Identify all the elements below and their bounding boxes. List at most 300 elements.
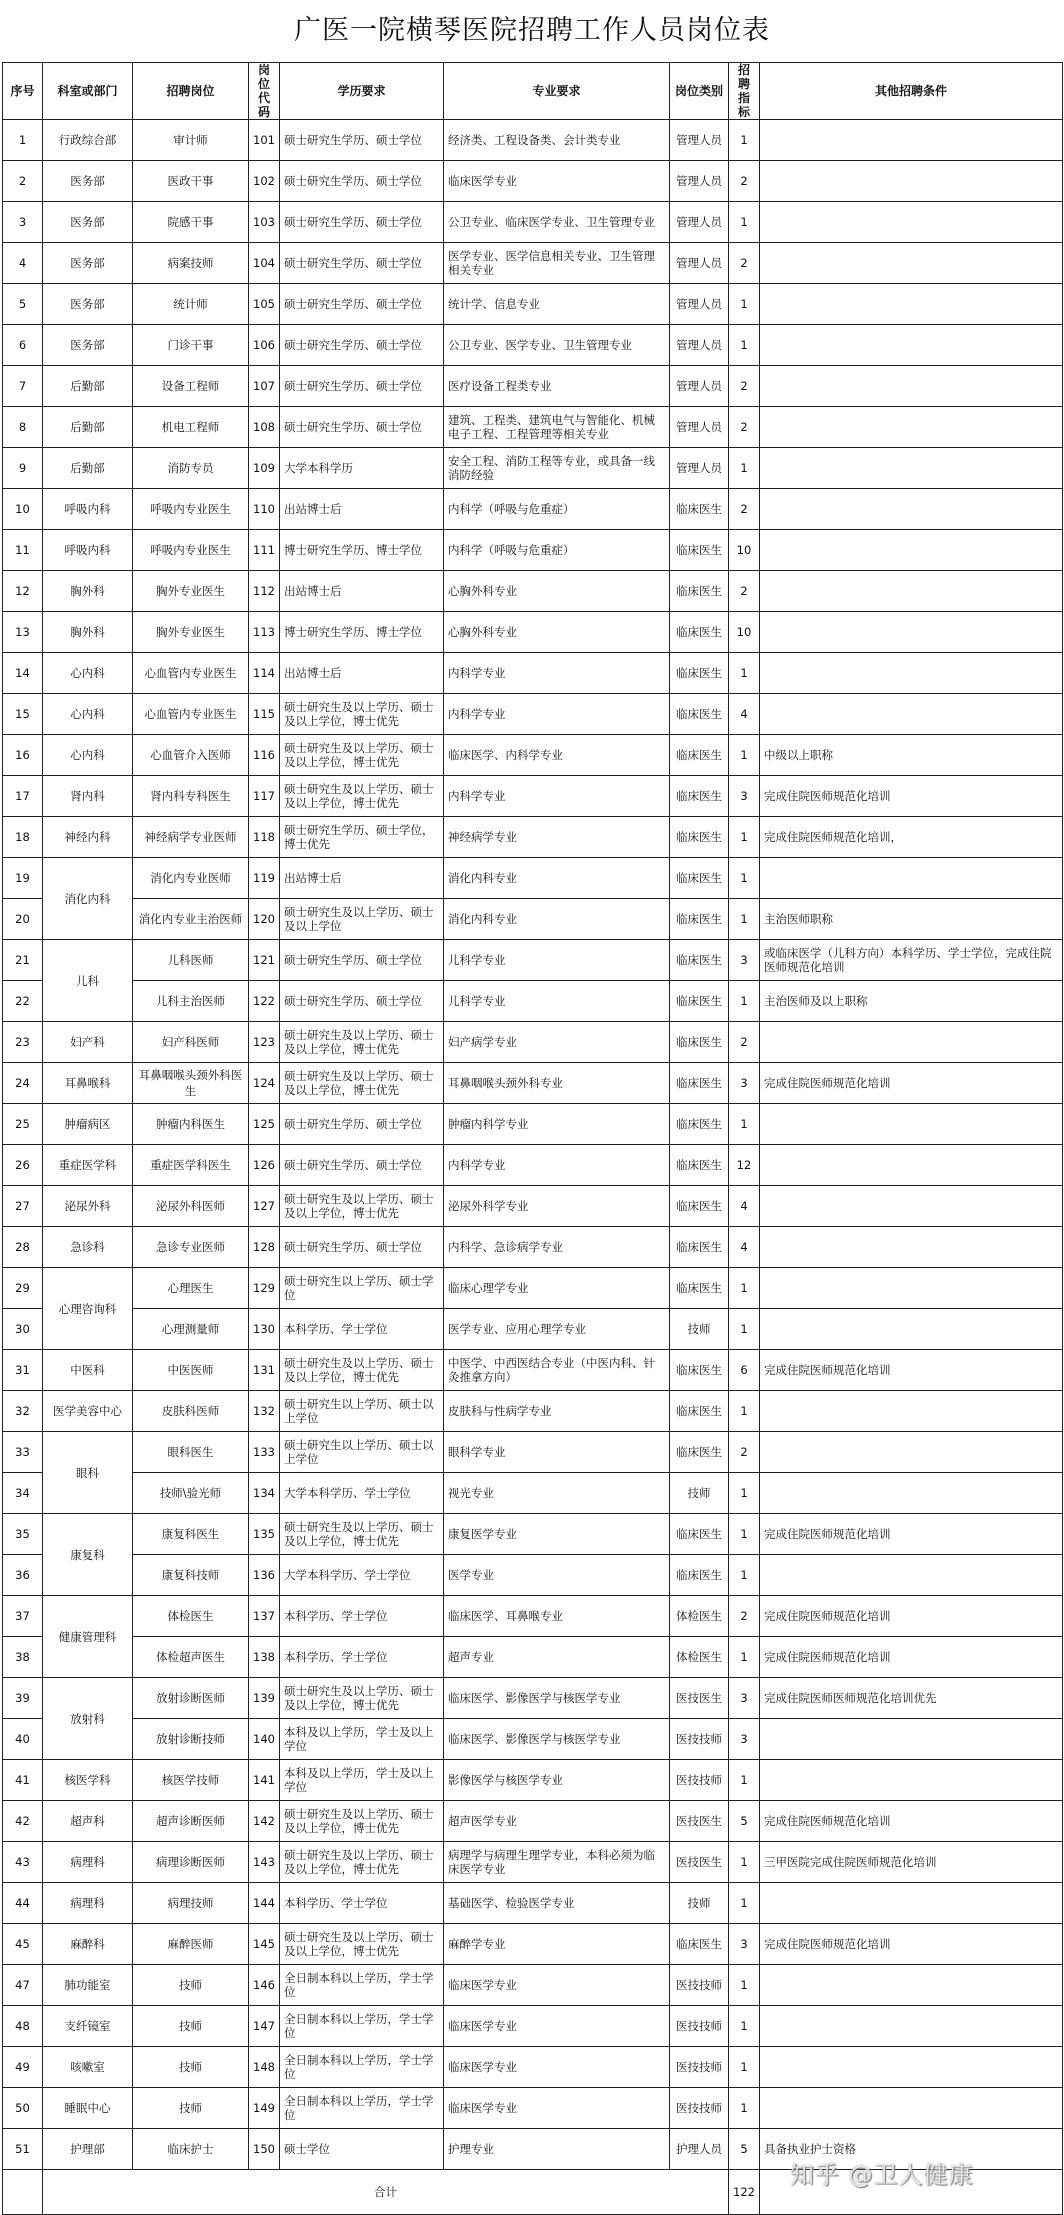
major-requirement-cell: 医学专业 [444,1555,670,1596]
other-requirements-cell: 完成住院医师规范化培训 [760,1924,1063,1965]
major-requirement-cell: 儿科学专业 [444,940,670,981]
education-requirement-cell: 硕士研究生及以上学历、硕士及以上学位，博士优先 [280,1063,444,1104]
education-requirement-cell: 硕士研究生学历、硕士学位 [280,202,444,243]
table-row [3,653,1063,694]
position-code-cell: 128 [249,1227,280,1268]
headcount-cell: 4 [729,694,760,735]
other-requirements-cell [760,530,1063,571]
table-row [3,776,1063,817]
row-number-cell: 26 [3,1145,43,1186]
headcount-cell: 3 [729,940,760,981]
department-cell: 行政综合部 [43,120,133,161]
other-requirements-cell [760,1186,1063,1227]
major-requirement-cell: 统计学、信息专业 [444,284,670,325]
headcount-cell: 5 [729,2129,760,2170]
table-row [3,1268,1063,1309]
row-number-cell: 31 [3,1350,43,1391]
department-cell: 医务部 [43,243,133,284]
row-number-cell: 37 [3,1596,43,1637]
position-code-cell: 111 [249,530,280,571]
position-cell: 神经病学专业医师 [133,817,249,858]
table-row [3,2047,1063,2088]
position-category-cell: 临床医生 [670,1022,729,1063]
other-requirements-cell: 完成住院医师规范化培训 [760,1801,1063,1842]
education-requirement-cell: 硕士研究生及以上学历、硕士及以上学位，博士优先 [280,694,444,735]
headcount-cell: 2 [729,1432,760,1473]
position-cell: 重症医学科医生 [133,1145,249,1186]
position-category-cell: 临床医生 [670,1555,729,1596]
position-cell: 急诊专业医师 [133,1227,249,1268]
major-requirement-cell: 护理专业 [444,2129,670,2170]
department-cell: 医务部 [43,161,133,202]
department-cell: 呼吸内科 [43,530,133,571]
table-row [3,530,1063,571]
other-requirements-cell [760,858,1063,899]
education-requirement-cell: 本科学历、学士学位 [280,1883,444,1924]
position-cell: 心理医生 [133,1268,249,1309]
other-requirements-cell [760,2006,1063,2047]
table-row [3,1309,1063,1350]
table-row [3,1145,1063,1186]
position-code-cell: 120 [249,899,280,940]
position-cell: 病理诊断医师 [133,1842,249,1883]
row-number-cell: 2 [3,161,43,202]
headcount-cell: 2 [729,489,760,530]
recruitment-table [2,62,1063,2215]
headcount-cell: 6 [729,1350,760,1391]
education-requirement-cell: 硕士研究生学历、硕士学位 [280,1104,444,1145]
other-requirements-cell [760,1965,1063,2006]
headcount-cell: 5 [729,1801,760,1842]
education-requirement-cell: 硕士研究生及以上学历、硕士及以上学位，博士优先 [280,1801,444,1842]
major-requirement-cell: 康复医学专业 [444,1514,670,1555]
education-requirement-cell: 硕士研究生及以上学历、硕士及以上学位，博士优先 [280,735,444,776]
major-requirement-cell: 临床医学、影像医学与核医学专业 [444,1719,670,1760]
position-cell: 放射诊断医师 [133,1678,249,1719]
table-row [3,325,1063,366]
position-code-cell: 115 [249,694,280,735]
row-number-cell: 40 [3,1719,43,1760]
headcount-cell: 2 [729,571,760,612]
position-category-cell: 技师 [670,1883,729,1924]
major-requirement-cell: 临床医学、影像医学与核医学专业 [444,1678,670,1719]
position-cell: 超声诊断医师 [133,1801,249,1842]
position-code-cell: 133 [249,1432,280,1473]
position-category-cell: 临床医生 [670,1145,729,1186]
department-cell: 心内科 [43,735,133,776]
major-requirement-cell: 泌尿外科学专业 [444,1186,670,1227]
position-category-cell: 临床医生 [670,899,729,940]
table-row [3,284,1063,325]
major-requirement-cell: 超声专业 [444,1637,670,1678]
table-row [3,1350,1063,1391]
headcount-cell: 1 [729,2088,760,2129]
row-number-cell: 38 [3,1637,43,1678]
position-cell: 技师 [133,2088,249,2129]
major-requirement-cell: 超声医学专业 [444,1801,670,1842]
table-row [3,612,1063,653]
row-number-cell: 42 [3,1801,43,1842]
merged-department-cell: 儿科 [43,940,133,1022]
merged-department-cell: 眼科 [43,1432,133,1514]
major-requirement-cell: 临床医学专业 [444,2047,670,2088]
other-requirements-cell [760,284,1063,325]
education-requirement-cell: 出站博士后 [280,858,444,899]
education-requirement-cell: 硕士研究生以上学历、硕士以上学位 [280,1432,444,1473]
department-cell: 胸外科 [43,571,133,612]
major-requirement-cell: 内科学专业 [444,653,670,694]
headcount-cell: 3 [729,776,760,817]
headcount-cell: 1 [729,1391,760,1432]
headcount-cell: 1 [729,1965,760,2006]
table-row [3,120,1063,161]
table-row [3,571,1063,612]
position-category-cell: 医技技师 [670,2006,729,2047]
other-requirements-cell [760,2047,1063,2088]
row-number-cell: 25 [3,1104,43,1145]
position-category-cell: 临床医生 [670,694,729,735]
other-requirements-cell [760,1022,1063,1063]
position-code-cell: 132 [249,1391,280,1432]
major-requirement-cell: 医疗设备工程类专业 [444,366,670,407]
table-row [3,1760,1063,1801]
row-number-cell: 35 [3,1514,43,1555]
major-requirement-cell: 消化内科专业 [444,858,670,899]
position-category-cell: 临床医生 [670,1432,729,1473]
headcount-cell: 3 [729,1719,760,1760]
position-cell: 病理技师 [133,1883,249,1924]
position-code-cell: 116 [249,735,280,776]
header-cell: 专业要求 [444,63,670,120]
education-requirement-cell: 硕士研究生学历、硕士学位 [280,1145,444,1186]
position-cell: 消防专员 [133,448,249,489]
other-requirements-cell [760,653,1063,694]
education-requirement-cell: 硕士研究生学历、硕士学位 [280,981,444,1022]
header-cell: 岗位代码 [249,63,280,120]
position-cell: 妇产科医师 [133,1022,249,1063]
position-cell: 机电工程师 [133,407,249,448]
other-requirements-cell [760,1555,1063,1596]
row-number-cell: 10 [3,489,43,530]
table-row [3,1924,1063,1965]
education-requirement-cell: 全日制本科以上学历，学士学位 [280,2088,444,2129]
row-number-cell: 23 [3,1022,43,1063]
headcount-cell: 3 [729,1678,760,1719]
other-requirements-cell: 完成住院医师规范化培训 [760,1514,1063,1555]
major-requirement-cell: 临床医学专业 [444,2006,670,2047]
position-code-cell: 148 [249,2047,280,2088]
row-number-cell: 6 [3,325,43,366]
table-row [3,1227,1063,1268]
position-category-cell: 医技技师 [670,2088,729,2129]
headcount-cell: 2 [729,1022,760,1063]
other-requirements-cell [760,1145,1063,1186]
position-category-cell: 临床医生 [670,612,729,653]
other-requirements-cell [760,1760,1063,1801]
department-cell: 后勤部 [43,407,133,448]
position-cell: 体检超声医生 [133,1637,249,1678]
education-requirement-cell: 大学本科学历、学士学位 [280,1473,444,1514]
position-cell: 心血管内专业医生 [133,694,249,735]
education-requirement-cell: 硕士研究生及以上学历、硕士及以上学位 [280,899,444,940]
major-requirement-cell: 心胸外科专业 [444,571,670,612]
education-requirement-cell: 硕士研究生及以上学历、硕士及以上学位，博士优先 [280,1022,444,1063]
table-row [3,1678,1063,1719]
header-cell: 岗位类别 [670,63,729,120]
major-requirement-cell: 医学专业、应用心理学专业 [444,1309,670,1350]
table-row [3,202,1063,243]
position-cell: 体检医生 [133,1596,249,1637]
position-cell: 核医学技师 [133,1760,249,1801]
position-cell: 皮肤科医师 [133,1391,249,1432]
position-cell: 心血管内专业医生 [133,653,249,694]
position-category-cell: 管理人员 [670,243,729,284]
major-requirement-cell: 心胸外科专业 [444,612,670,653]
position-code-cell: 146 [249,1965,280,2006]
headcount-cell: 2 [729,1596,760,1637]
education-requirement-cell: 硕士研究生学历、硕士学位 [280,325,444,366]
position-code-cell: 135 [249,1514,280,1555]
major-requirement-cell: 神经病学专业 [444,817,670,858]
table-row [3,940,1063,981]
table-row [3,448,1063,489]
education-requirement-cell: 硕士学位 [280,2129,444,2170]
education-requirement-cell: 硕士研究生学历、硕士学位 [280,243,444,284]
major-requirement-cell: 临床心理学专业 [444,1268,670,1309]
other-requirements-cell [760,1268,1063,1309]
position-cell: 技师 [133,2047,249,2088]
headcount-cell: 2 [729,161,760,202]
major-requirement-cell: 内科学专业 [444,776,670,817]
table-row [3,1432,1063,1473]
table-row [3,1965,1063,2006]
position-cell: 胸外专业医生 [133,612,249,653]
position-cell: 消化内专业医师 [133,858,249,899]
department-cell: 心内科 [43,694,133,735]
row-number-cell: 4 [3,243,43,284]
headcount-cell: 1 [729,1514,760,1555]
table-row [3,1883,1063,1924]
department-cell: 中医科 [43,1350,133,1391]
position-category-cell: 管理人员 [670,407,729,448]
position-code-cell: 139 [249,1678,280,1719]
major-requirement-cell: 建筑、工程类、建筑电气与智能化、机械电子工程、工程管理等相关专业 [444,407,670,448]
department-cell: 重症医学科 [43,1145,133,1186]
row-number-cell: 11 [3,530,43,571]
row-number-cell: 29 [3,1268,43,1309]
row-number-cell: 51 [3,2129,43,2170]
row-number-cell: 24 [3,1063,43,1104]
education-requirement-cell: 硕士研究生以上学历、硕士以上学位 [280,1391,444,1432]
position-category-cell: 管理人员 [670,366,729,407]
major-requirement-cell: 眼科学专业 [444,1432,670,1473]
other-requirements-cell [760,1227,1063,1268]
education-requirement-cell: 硕士研究生及以上学历、硕士及以上学位，博士优先 [280,1350,444,1391]
table-body [3,120,1063,2170]
headcount-cell: 3 [729,1063,760,1104]
header-cell: 学历要求 [280,63,444,120]
position-category-cell: 医技技师 [670,1965,729,2006]
position-cell: 消化内专业主治医师 [133,899,249,940]
header-cell: 招聘指标 [729,63,760,120]
major-requirement-cell: 儿科学专业 [444,981,670,1022]
department-cell: 后勤部 [43,448,133,489]
position-code-cell: 138 [249,1637,280,1678]
headcount-cell: 2 [729,407,760,448]
position-cell: 康复科技师 [133,1555,249,1596]
headcount-cell: 1 [729,858,760,899]
other-requirements-cell: 完成住院医师医师规范化培训优先 [760,1678,1063,1719]
table-row [3,1719,1063,1760]
other-requirements-cell [760,1883,1063,1924]
position-category-cell: 管理人员 [670,161,729,202]
table-row [3,407,1063,448]
position-code-cell: 107 [249,366,280,407]
education-requirement-cell: 硕士研究生及以上学历、硕士及以上学位，博士优先 [280,1678,444,1719]
headcount-cell: 1 [729,325,760,366]
other-requirements-cell: 中级以上职称 [760,735,1063,776]
row-number-cell: 7 [3,366,43,407]
education-requirement-cell: 全日制本科以上学历，学士学位 [280,2047,444,2088]
position-code-cell: 121 [249,940,280,981]
department-cell: 后勤部 [43,366,133,407]
position-code-cell: 106 [249,325,280,366]
education-requirement-cell: 博士研究生学历、博士学位 [280,530,444,571]
position-cell: 呼吸内专业医生 [133,489,249,530]
headcount-cell: 1 [729,1104,760,1145]
other-requirements-cell [760,325,1063,366]
position-category-cell: 临床医生 [670,735,729,776]
position-cell: 胸外专业医生 [133,571,249,612]
headcount-cell: 1 [729,1760,760,1801]
major-requirement-cell: 临床医学、耳鼻喉专业 [444,1596,670,1637]
position-category-cell: 临床医生 [670,1350,729,1391]
headcount-cell: 1 [729,735,760,776]
education-requirement-cell: 硕士研究生及以上学历、硕士及以上学位，博士优先 [280,1186,444,1227]
position-code-cell: 117 [249,776,280,817]
education-requirement-cell: 本科及以上学历，学士及以上学位 [280,1760,444,1801]
department-cell: 医务部 [43,325,133,366]
other-requirements-cell: 或临床医学（儿科方向）本科学历、学士学位，完成住院医师规范化培训 [760,940,1063,981]
department-cell: 睡眠中心 [43,2088,133,2129]
position-code-cell: 109 [249,448,280,489]
header-cell: 科室或部门 [43,63,133,120]
position-cell: 技师\验光师 [133,1473,249,1514]
position-code-cell: 130 [249,1309,280,1350]
major-requirement-cell: 基础医学、检验医学专业 [444,1883,670,1924]
education-requirement-cell: 出站博士后 [280,653,444,694]
department-cell: 胸外科 [43,612,133,653]
position-code-cell: 112 [249,571,280,612]
education-requirement-cell: 硕士研究生学历、硕士学位 [280,366,444,407]
position-code-cell: 141 [249,1760,280,1801]
other-requirements-cell [760,1391,1063,1432]
row-number-cell: 45 [3,1924,43,1965]
row-number-cell: 3 [3,202,43,243]
row-number-cell: 16 [3,735,43,776]
department-cell: 医务部 [43,202,133,243]
education-requirement-cell: 硕士研究生及以上学历、硕士及以上学位，博士优先 [280,1842,444,1883]
headcount-cell: 1 [729,120,760,161]
education-requirement-cell: 出站博士后 [280,571,444,612]
major-requirement-cell: 妇产病学专业 [444,1022,670,1063]
position-cell: 眼科医生 [133,1432,249,1473]
position-category-cell: 临床医生 [670,1924,729,1965]
position-code-cell: 122 [249,981,280,1022]
position-category-cell: 临床医生 [670,1514,729,1555]
major-requirement-cell: 麻醉学专业 [444,1924,670,1965]
table-row [3,489,1063,530]
headcount-cell: 1 [729,653,760,694]
education-requirement-cell: 全日制本科以上学历，学士学位 [280,1965,444,2006]
major-requirement-cell: 消化内科专业 [444,899,670,940]
other-requirements-cell [760,612,1063,653]
headcount-cell: 1 [729,899,760,940]
position-code-cell: 131 [249,1350,280,1391]
major-requirement-cell: 内科学专业 [444,694,670,735]
headcount-cell: 1 [729,817,760,858]
other-requirements-cell [760,571,1063,612]
department-cell: 呼吸内科 [43,489,133,530]
row-number-cell: 21 [3,940,43,981]
position-category-cell: 技师 [670,1309,729,1350]
total-empty-cell [3,2170,43,2215]
table-row [3,1801,1063,1842]
headcount-cell: 10 [729,612,760,653]
headcount-cell: 1 [729,981,760,1022]
education-requirement-cell: 硕士研究生学历、硕士学位，博士优先 [280,817,444,858]
row-number-cell: 18 [3,817,43,858]
position-code-cell: 104 [249,243,280,284]
position-category-cell: 医技医生 [670,1842,729,1883]
position-category-cell: 医技医生 [670,1801,729,1842]
position-code-cell: 113 [249,612,280,653]
department-cell: 麻醉科 [43,1924,133,1965]
department-cell: 肾内科 [43,776,133,817]
position-code-cell: 145 [249,1924,280,1965]
education-requirement-cell: 硕士研究生学历、硕士学位 [280,120,444,161]
table-row [3,735,1063,776]
merged-department-cell: 消化内科 [43,858,133,940]
position-category-cell: 临床医生 [670,940,729,981]
position-cell: 心血管介入医师 [133,735,249,776]
education-requirement-cell: 出站博士后 [280,489,444,530]
department-cell: 超声科 [43,1801,133,1842]
education-requirement-cell: 本科学历、学士学位 [280,1309,444,1350]
merged-department-cell: 心理咨询科 [43,1268,133,1350]
position-cell: 审计师 [133,120,249,161]
major-requirement-cell: 公卫专业、临床医学专业、卫生管理专业 [444,202,670,243]
department-cell: 病理科 [43,1883,133,1924]
department-cell: 医学美容中心 [43,1391,133,1432]
position-category-cell: 临床医生 [670,1186,729,1227]
education-requirement-cell: 硕士研究生学历、硕士学位 [280,284,444,325]
position-code-cell: 129 [249,1268,280,1309]
position-code-cell: 134 [249,1473,280,1514]
other-requirements-cell [760,489,1063,530]
other-requirements-cell: 完成住院医师规范化培训， [760,817,1063,858]
position-code-cell: 142 [249,1801,280,1842]
position-category-cell: 医技技师 [670,1760,729,1801]
row-number-cell: 44 [3,1883,43,1924]
row-number-cell: 15 [3,694,43,735]
other-requirements-cell [760,407,1063,448]
position-category-cell: 管理人员 [670,448,729,489]
position-category-cell: 临床医生 [670,817,729,858]
position-code-cell: 110 [249,489,280,530]
row-number-cell: 27 [3,1186,43,1227]
table-row [3,1391,1063,1432]
